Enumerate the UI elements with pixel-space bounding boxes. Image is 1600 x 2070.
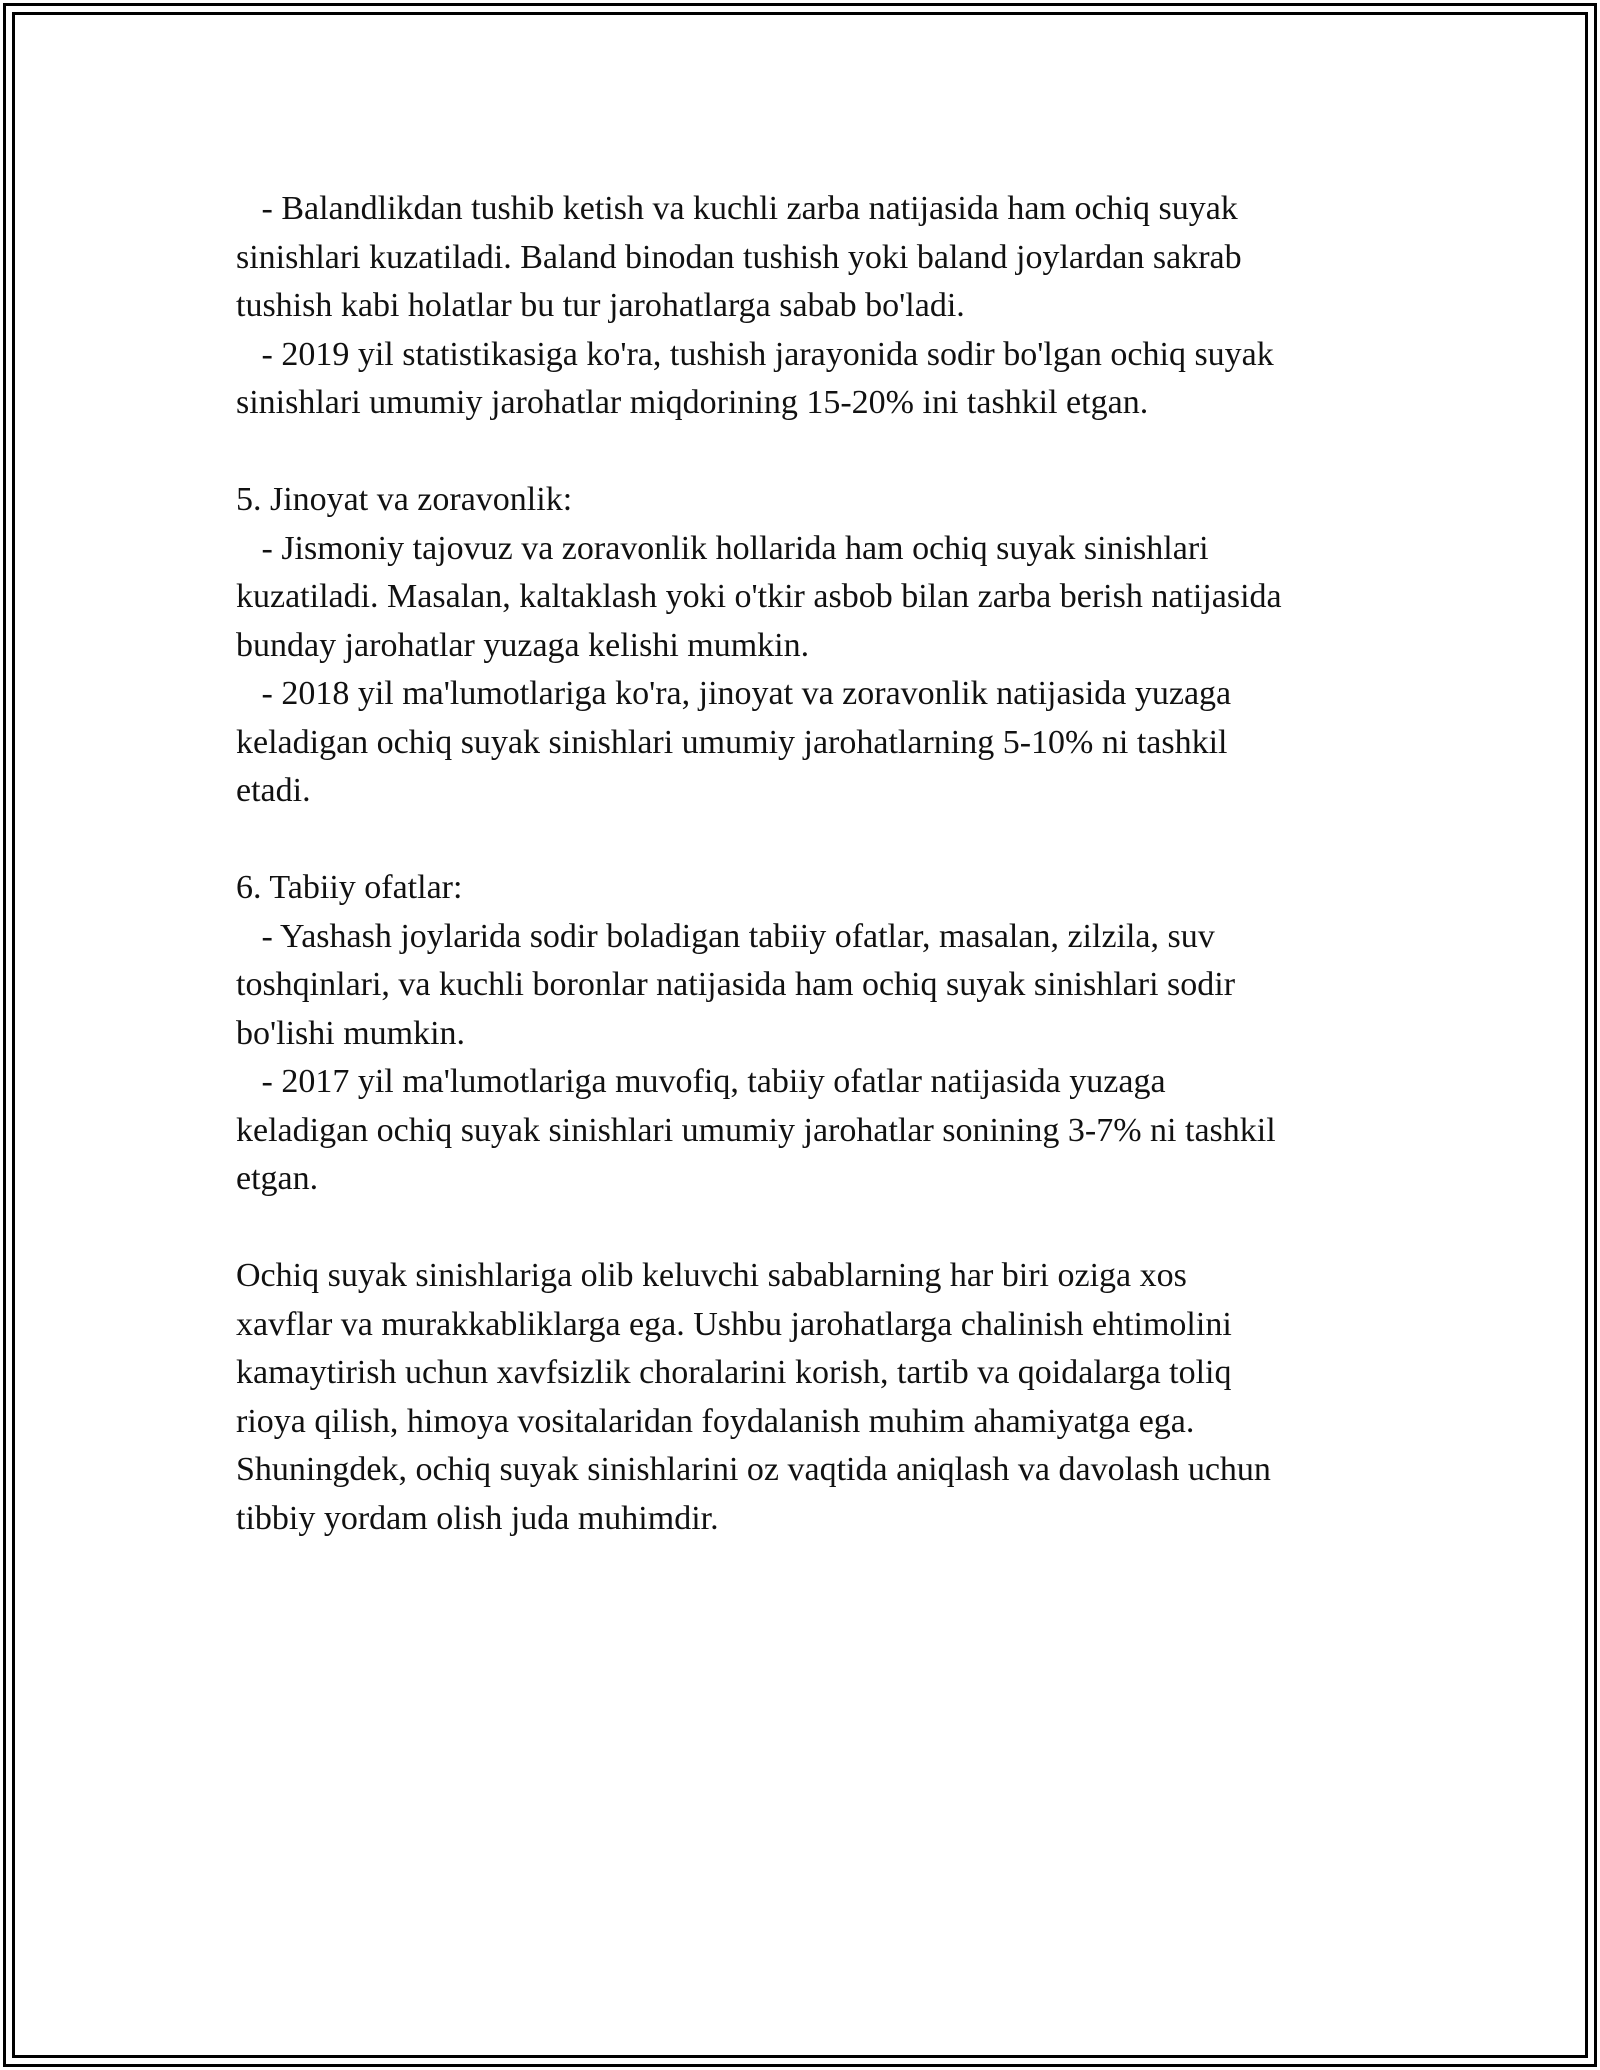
text-line: keladigan ochiq suyak sinishlari umumiy jarohatlar sonining 3-7% ni tashkil xyxy=(236,1111,1276,1149)
section-heading: 6. Tabiiy ofatlar: xyxy=(236,869,463,906)
paragraph-gap xyxy=(236,428,1396,477)
text-line: bunday jarohatlar yuzaga kelishi mumkin. xyxy=(236,626,810,664)
paragraph-conclusion xyxy=(236,1252,1396,1543)
text-line: etgan. xyxy=(236,1160,319,1197)
text-line: - 2019 yil statistikasiga ko'ra, tushish jarayonida sodir bo'lgan ochiq suyak xyxy=(236,335,1274,373)
document-body xyxy=(236,185,1396,1543)
section-heading: 5. Jinoyat va zoravonlik: xyxy=(236,481,573,518)
text-line: keladigan ochiq suyak sinishlari umumiy jarohatlarning 5-10% ni tashkil xyxy=(236,723,1228,761)
text-line: - 2017 yil ma'lumotlariga muvofiq, tabiiy ofatlar natijasida yuzaga xyxy=(236,1063,1166,1100)
text-line: bo'lishi mumkin. xyxy=(236,1014,466,1052)
text-line: sinishlari umumiy jarohatlar miqdorining 15-20% ini tashkil etgan. xyxy=(236,384,1149,421)
paragraph-natural-disasters xyxy=(236,864,1396,1204)
paragraph-falls xyxy=(236,185,1396,428)
text-line: toshqinlari, va kuchli boronlar natijasida ham ochiq suyak sinishlari sodir xyxy=(236,966,1236,1003)
paragraph-gap xyxy=(236,816,1396,865)
text-line: tibbiy yordam olish juda muhimdir. xyxy=(236,1499,719,1537)
text-line: - Yashash joylarida sodir boladigan tabiiy ofatlar, masalan, zilzila, suv xyxy=(236,917,1215,955)
text-line: - 2018 yil ma'lumotlariga ko'ra, jinoyat va zoravonlik natijasida yuzaga xyxy=(236,675,1232,712)
paragraph-gap xyxy=(236,1204,1396,1253)
text-line: rioya qilish, himoya vositalaridan foydalanish muhim ahamiyatga ega. xyxy=(236,1402,1195,1440)
text-line: tushish kabi holatlar bu tur jarohatlarga sabab bo'ladi. xyxy=(236,287,965,324)
text-line: Shuningdek, ochiq suyak sinishlarini oz vaqtida aniqlash va davolash uchun xyxy=(236,1451,1271,1488)
text-line: - Balandlikdan tushib ketish va kuchli zarba natijasida ham ochiq suyak xyxy=(236,190,1238,227)
text-line: Ochiq suyak sinishlariga olib keluvchi sabablarning har biri oziga xos xyxy=(236,1257,1187,1294)
text-line: sinishlari kuzatiladi. Baland binodan tushish yoki baland joylardan sakrab xyxy=(236,238,1242,276)
text-line: xavflar va murakkabliklarga ega. Ushbu jarohatlarga chalinish ehtimolini xyxy=(236,1305,1232,1343)
text-line: etadi. xyxy=(236,772,311,809)
text-line: - Jismoniy tajovuz va zoravonlik hollarida ham ochiq suyak sinishlari xyxy=(236,529,1209,567)
paragraph-crime-violence xyxy=(236,476,1396,816)
text-line: kamaytirish uchun xavfsizlik choralarini korish, tartib va qoidalarga toliq xyxy=(236,1354,1232,1391)
text-line: kuzatiladi. Masalan, kaltaklash yoki o'tkir asbob bilan zarba berish natijasida xyxy=(236,578,1282,615)
